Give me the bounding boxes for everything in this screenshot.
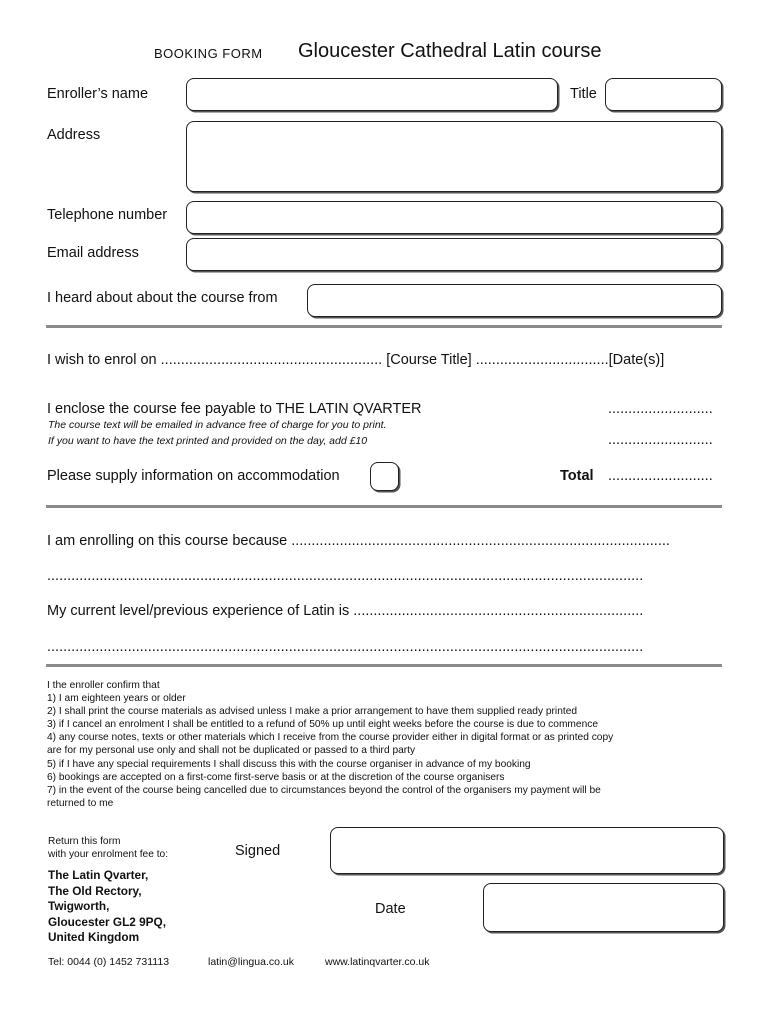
return-line: with your enrolment fee to: — [48, 848, 169, 860]
email-contact[interactable]: latin@lingua.co.uk — [208, 956, 294, 968]
website-link[interactable]: www.latinqvarter.co.uk — [325, 956, 430, 968]
return-line: Return this form — [48, 836, 121, 847]
total-amount[interactable]: .......................... — [608, 468, 713, 484]
telephone-field[interactable] — [186, 201, 722, 234]
terms-item: returned to me — [47, 797, 114, 809]
page-title: Gloucester Cathedral Latin course — [298, 40, 602, 62]
terms-item: 4) any course notes, texts or other materials which I receive from the course provider either in digital format or as printed copy — [47, 732, 614, 744]
enroller-name-label: Enroller’s name — [47, 86, 149, 102]
enrol-course-line[interactable]: I wish to enrol on ....................................................... [Course Title] .................................[Date(s)] — [47, 352, 665, 368]
terms-item: I the enroller confirm that — [47, 680, 160, 691]
enrolling-reason-line[interactable]: I am enrolling on this course because .............................................................................................. — [47, 533, 670, 549]
address-field[interactable] — [186, 121, 722, 192]
terms-item: 2) I shall print the course materials as advised unless I make a prior arrangement to have them supplied ready printed — [47, 706, 578, 718]
title-field[interactable] — [605, 78, 722, 111]
heard-about-label: I heard about about the course from — [47, 290, 278, 306]
terms-item: 3) if I cancel an enrolment I shall be entitled to a refund of 50% up until eight weeks before the course is due to commence — [47, 719, 599, 731]
accommodation-label: Please supply information on accommodation — [47, 468, 340, 484]
address-line: The Latin Qvarter, — [48, 868, 149, 882]
terms-item: are for my personal use only and shall not be duplicated or passed to a third party — [47, 745, 416, 757]
address-line: United Kingdom — [48, 930, 140, 944]
section-divider — [46, 325, 722, 328]
latin-level-line-2[interactable]: .................................................................................................................................................... — [47, 639, 644, 655]
course-text-note: The course text will be emailed in advance free of charge for you to print. — [48, 419, 387, 431]
address-line: Gloucester GL2 9PQ, — [48, 914, 167, 929]
printed-text-note: If you want to have the text printed and provided on the day, add £10 — [48, 435, 368, 447]
latin-level-line[interactable]: My current level/previous experience of Latin is ........................................................................ — [47, 603, 644, 619]
date-field[interactable] — [483, 883, 724, 932]
total-label: Total — [560, 468, 594, 484]
organiser-address — [48, 868, 166, 946]
terms-item: 6) bookings are accepted on a first-come first-serve basis or at the discretion of the course organisers — [47, 771, 505, 783]
section-divider — [46, 505, 722, 508]
signed-label: Signed — [235, 843, 281, 859]
address-line: Twigworth, — [48, 899, 110, 913]
accommodation-checkbox[interactable] — [370, 462, 399, 491]
terms-list — [47, 679, 613, 810]
telephone-label: Telephone number — [47, 207, 168, 223]
title-label: Title — [570, 86, 597, 102]
address-line: The Old Rectory, — [48, 883, 142, 898]
terms-item: 5) if I have any special requirements I shall discuss this with the course organiser in advance of my booking — [47, 758, 531, 770]
course-fee-amount[interactable]: .......................... — [608, 401, 713, 417]
return-instructions — [48, 836, 168, 861]
email-field[interactable] — [186, 238, 722, 271]
section-divider — [46, 664, 722, 667]
address-label: Address — [47, 127, 101, 143]
telephone-contact: Tel: 0044 (0) 1452 731113 — [48, 956, 170, 968]
course-fee-statement: I enclose the course fee payable to THE LATIN QVARTER — [47, 401, 422, 417]
heard-about-field[interactable] — [307, 284, 722, 317]
terms-item: 7) in the event of the course being cancelled due to circumstances beyond the control of the organisers my payment will be — [47, 784, 601, 796]
signature-field[interactable] — [330, 827, 724, 874]
form-type-label: BOOKING FORM — [154, 46, 263, 61]
email-label: Email address — [47, 245, 139, 261]
printed-text-amount[interactable]: .......................... — [608, 432, 713, 448]
terms-item: 1) I am eighteen years or older — [47, 693, 186, 705]
enrolling-reason-line-2[interactable]: .................................................................................................................................................... — [47, 568, 644, 584]
date-label: Date — [375, 901, 406, 917]
enroller-name-field[interactable] — [186, 78, 558, 111]
